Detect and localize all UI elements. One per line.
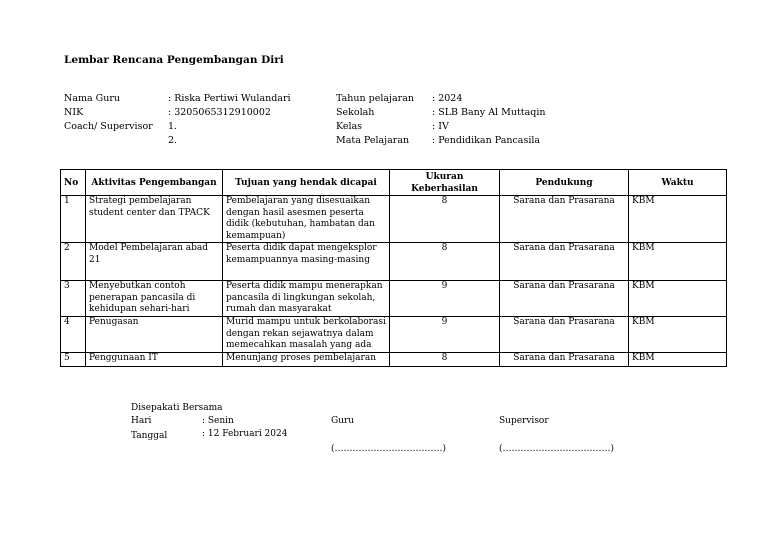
cell-waktu: KBM	[629, 243, 727, 281]
cell-pendukung: Sarana dan Prasarana	[500, 353, 629, 367]
kelas-label: Kelas	[336, 121, 363, 132]
cell-waktu: KBM	[629, 317, 727, 353]
header-tujuan: Tujuan yang hendak dicapai	[223, 170, 390, 196]
cell-ukuran: 8	[390, 353, 500, 367]
table-row	[61, 243, 727, 281]
cell-tujuan: Murid mampu untuk berkolaborasi dengan rekan sejawatnya dalam memecahkan masalah yang ada	[223, 317, 390, 353]
document-title: Lembar Rencana Pengembangan Diri	[64, 54, 284, 66]
table-header-row	[61, 170, 727, 196]
cell-aktivitas: Penugasan	[86, 317, 223, 353]
coach-supervisor-value-1: 1.	[168, 121, 178, 132]
cell-pendukung: Sarana dan Prasarana	[500, 196, 629, 243]
header-aktivitas: Aktivitas Pengembangan	[86, 170, 223, 196]
header-pendukung: Pendukung	[500, 170, 629, 196]
kelas-value: : IV	[432, 121, 449, 132]
cell-ukuran: 8	[390, 196, 500, 243]
cell-no: 5	[61, 353, 86, 367]
nama-guru-value: : Riska Pertiwi Wulandari	[168, 93, 291, 104]
cell-no: 4	[61, 317, 86, 353]
cell-aktivitas: Model Pembelajaran abad 21	[86, 243, 223, 281]
header-ukuran: Ukuran Keberhasilan	[390, 170, 500, 196]
cell-waktu: KBM	[629, 353, 727, 367]
cell-aktivitas: Strategi pembelajaran student center dan TPACK	[86, 196, 223, 243]
table-row	[61, 353, 727, 367]
cell-waktu: KBM	[629, 281, 727, 317]
nik-value: : 3205065312910002	[168, 107, 271, 118]
cell-waktu: KBM	[629, 196, 727, 243]
mata-pelajaran-label: Mata Pelajaran	[336, 135, 410, 146]
tanggal-value: : 12 Februari 2024	[202, 429, 288, 439]
tahun-pelajaran-label: Tahun pelajaran	[336, 93, 414, 104]
cell-aktivitas: Penggunaan IT	[86, 353, 223, 367]
cell-pendukung: Sarana dan Prasarana	[500, 243, 629, 281]
nik-label: NIK	[64, 107, 84, 118]
cell-pendukung: Sarana dan Prasarana	[500, 281, 629, 317]
sekolah-label: Sekolah	[336, 107, 375, 118]
hari-label: Hari	[131, 416, 152, 426]
cell-ukuran: 9	[390, 317, 500, 353]
guru-signature-line: (………………………………)	[331, 444, 447, 454]
cell-no: 1	[61, 196, 86, 243]
hari-value: : Senin	[202, 416, 234, 426]
header-no: No	[61, 170, 86, 196]
development-plan-table	[60, 169, 727, 367]
agreement-heading: Disepakati Bersama	[131, 403, 223, 413]
cell-tujuan: Pembelajaran yang disesuaikan dengan hasil asesmen peserta didik (kebutuhan, hambatan dan kemampuan)	[223, 196, 390, 243]
cell-tujuan: Peserta didik mampu menerapkan pancasila di lingkungan sekolah, rumah dan masyarakat	[223, 281, 390, 317]
cell-tujuan: Peserta didik dapat mengeksplor kemampuannya masing-masing	[223, 243, 390, 281]
cell-no: 2	[61, 243, 86, 281]
header-waktu: Waktu	[629, 170, 727, 196]
cell-no: 3	[61, 281, 86, 317]
guru-label: Guru	[331, 416, 355, 426]
mata-pelajaran-value: : Pendidikan Pancasila	[432, 135, 541, 146]
table-row	[61, 317, 727, 353]
tanggal-label: Tanggal	[131, 431, 168, 441]
table-row	[61, 196, 727, 243]
cell-ukuran: 9	[390, 281, 500, 317]
supervisor-signature-line: (………………………………)	[499, 444, 615, 454]
supervisor-label: Supervisor	[499, 416, 549, 426]
nama-guru-label: Nama Guru	[64, 93, 121, 104]
tahun-pelajaran-value: : 2024	[432, 93, 463, 104]
coach-supervisor-label: Coach/ Supervisor	[64, 121, 153, 132]
sekolah-value: : SLB Bany Al Muttaqin	[432, 107, 546, 118]
coach-supervisor-value-2: 2.	[168, 135, 178, 146]
cell-pendukung: Sarana dan Prasarana	[500, 317, 629, 353]
cell-ukuran: 8	[390, 243, 500, 281]
cell-aktivitas: Menyebutkan contoh penerapan pancasila di kehidupan sehari-hari	[86, 281, 223, 317]
cell-tujuan: Menunjang proses pembelajaran	[223, 353, 390, 367]
table-row	[61, 281, 727, 317]
